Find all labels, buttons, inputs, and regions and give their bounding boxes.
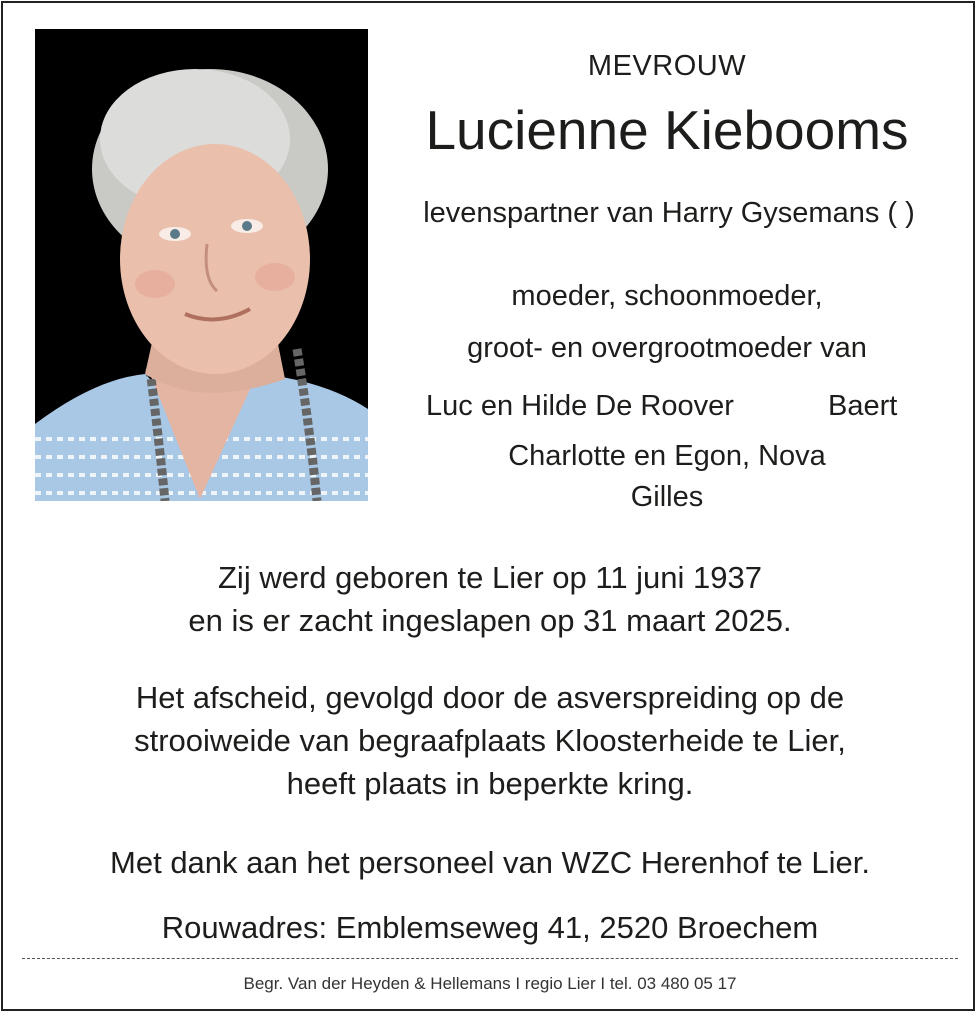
footer-credits: Begr. Van der Heyden & Hellemans I regio Lier I tel. 03 480 05 17: [243, 974, 737, 993]
address-line: Rouwadres: Emblemseweg 41, 2520 Broechem: [161, 910, 819, 945]
family-line-1a: Luc en Hilde De Roover: [426, 390, 734, 422]
partner-line: levenspartner van Harry Gysemans ( ): [423, 197, 915, 229]
farewell-line-3: heeft plaats in beperkte kring.: [286, 766, 694, 801]
footer-divider: [22, 958, 958, 959]
portrait-photo: [35, 29, 368, 501]
deceased-name: Lucienne Kiebooms: [425, 99, 909, 161]
farewell-line-2: strooiweide van begraafplaats Kloosterheide te Lier,: [134, 723, 846, 758]
title-honorific: MEVROUW: [587, 50, 747, 82]
family-line-2: Charlotte en Egon, Nova: [508, 440, 826, 472]
family-line-3: Gilles: [630, 481, 704, 513]
relation-line-2: groot- en overgrootmoeder van: [467, 332, 867, 364]
farewell-line-1: Het afscheid, gevolgd door de asverspreiding op de: [135, 680, 845, 715]
family-line-1b: Baert: [828, 390, 898, 422]
thanks-line: Met dank aan het personeel van WZC Herenhof te Lier.: [110, 845, 870, 880]
relation-line-1: moeder, schoonmoeder,: [511, 280, 823, 312]
death-line: en is er zacht ingeslapen op 31 maart 2025.: [188, 603, 792, 638]
birth-line: Zij werd geboren te Lier op 11 juni 1937: [218, 560, 762, 595]
